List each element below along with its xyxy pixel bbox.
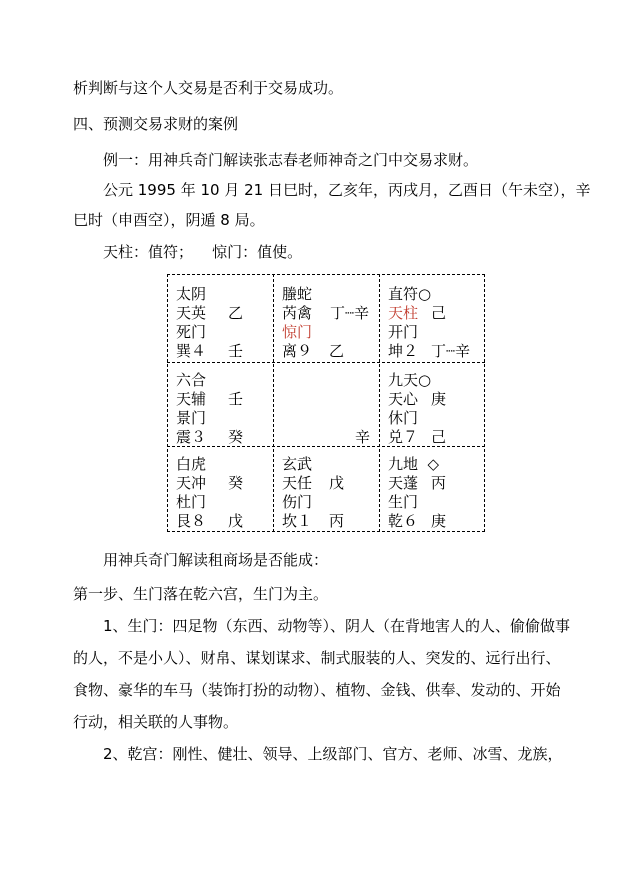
palace-spirit: 螣蛇: [282, 285, 313, 303]
palace-star: 天辅: [176, 390, 207, 408]
palace-name: 巽４: [176, 342, 207, 360]
palace-stem-earth: 乙: [329, 342, 345, 360]
palace-xun4: [176, 284, 276, 368]
qimen-chart: [167, 274, 485, 532]
palace-name: 艮８: [176, 512, 207, 530]
palace-li9: [282, 284, 382, 368]
para-item1-cont2: 食物、豪华的车马（装饰打扮的动物）、植物、金钱、供奉、发动的、开始: [73, 681, 561, 699]
palace-stem-earth: 庚: [431, 512, 447, 530]
palace-zhen3: [176, 370, 276, 454]
palace-door: 开门: [388, 323, 419, 341]
palace-stem-heaven: 丁┈辛: [330, 304, 370, 322]
palace-door: 景门: [176, 409, 207, 427]
palace-star: 天心: [388, 390, 419, 408]
palace-name: 乾６: [388, 512, 419, 530]
palace-star: 天蓬: [388, 474, 419, 492]
palace-stem-earth: 戊: [228, 512, 244, 530]
palace-name: 坤２: [388, 342, 419, 360]
palace-door: 死门: [176, 323, 207, 341]
palace-star: 天柱: [388, 304, 419, 322]
palace-stem-heaven: 戊: [329, 474, 345, 492]
palace-stem-earth: 丁┈辛: [431, 342, 471, 360]
palace-kun2: [388, 284, 488, 368]
palace-stem-heaven: 乙: [228, 304, 244, 322]
palace-name: 坎１: [282, 512, 313, 530]
palace-spirit: 太阴: [176, 285, 207, 303]
palace-stem-earth: 癸: [228, 428, 244, 446]
palace-stem-heaven: 庚: [431, 390, 447, 408]
palace-name: 兑７: [388, 428, 419, 446]
para-date-cont: 巳时（申酉空），阴遁 8 局。: [73, 211, 265, 229]
palace-door: 生门: [388, 493, 419, 511]
palace-stem-earth: 壬: [228, 342, 244, 360]
para-item1-cont1: 的人，不是小人）、财帛、谋划谋求、制式服装的人、突发的、远行出行、: [73, 649, 561, 667]
palace-door: 杜门: [176, 493, 207, 511]
palace-spirit: 白虎: [176, 455, 207, 473]
palace-door: 惊门: [282, 323, 313, 341]
palace-kan1: [282, 454, 382, 538]
palace-dui7: [388, 370, 488, 454]
palace-stem-heaven: 癸: [228, 474, 244, 492]
palace-spirit: 九天○: [388, 371, 432, 389]
palace-star: 芮禽: [282, 304, 313, 322]
palace-door: 伤门: [282, 493, 313, 511]
palace-stem-heaven: 己: [431, 304, 447, 322]
para-step1: 第一步、生门落在乾六宫，生门为主。: [73, 585, 329, 603]
para-zhifu: 天柱：值符； 惊门：值使。: [103, 243, 303, 261]
para-date: 公元 1995 年 10 月 21 日巳时，乙亥年，丙戌月，乙酉日（午未空），辛: [103, 181, 591, 199]
palace-center5: [282, 370, 382, 454]
para-1: 析判断与这个人交易是否利于交易成功。: [73, 79, 344, 97]
palace-stem-heaven: 壬: [228, 390, 244, 408]
palace-star: 天英: [176, 304, 207, 322]
palace-stem-earth: 辛: [355, 428, 371, 446]
palace-stem-earth: 丙: [329, 512, 345, 530]
palace-spirit: 九地 ◇: [388, 455, 440, 473]
palace-spirit: 六合: [176, 371, 207, 389]
palace-spirit: 直符○: [388, 285, 432, 303]
palace-name: 离９: [282, 342, 313, 360]
palace-stem-heaven: 丙: [431, 474, 447, 492]
palace-star: 天冲: [176, 474, 207, 492]
palace-qian6: [388, 454, 488, 538]
section-heading: 四、预测交易求财的案例: [73, 115, 239, 133]
palace-gen8: [176, 454, 276, 538]
para-item1-cont3: 行动，相关联的人事物。: [73, 713, 239, 731]
para-item2: 2、乾宫：刚性、健壮、领导、上级部门、官方、老师、冰雪、龙族，: [103, 745, 563, 763]
example-title: 例一：用神兵奇门解读张志春老师神奇之门中交易求财。: [103, 151, 479, 169]
para-question: 用神兵奇门解读租商场是否能成：: [103, 551, 329, 569]
palace-stem-earth: 己: [431, 428, 447, 446]
palace-name: 震３: [176, 428, 207, 446]
palace-spirit: 玄武: [282, 455, 313, 473]
palace-door: 休门: [388, 409, 419, 427]
para-item1: 1、生门：四足物（东西、动物等）、阴人（在背地害人的人、偷偷做事: [103, 617, 571, 635]
palace-star: 天任: [282, 474, 313, 492]
